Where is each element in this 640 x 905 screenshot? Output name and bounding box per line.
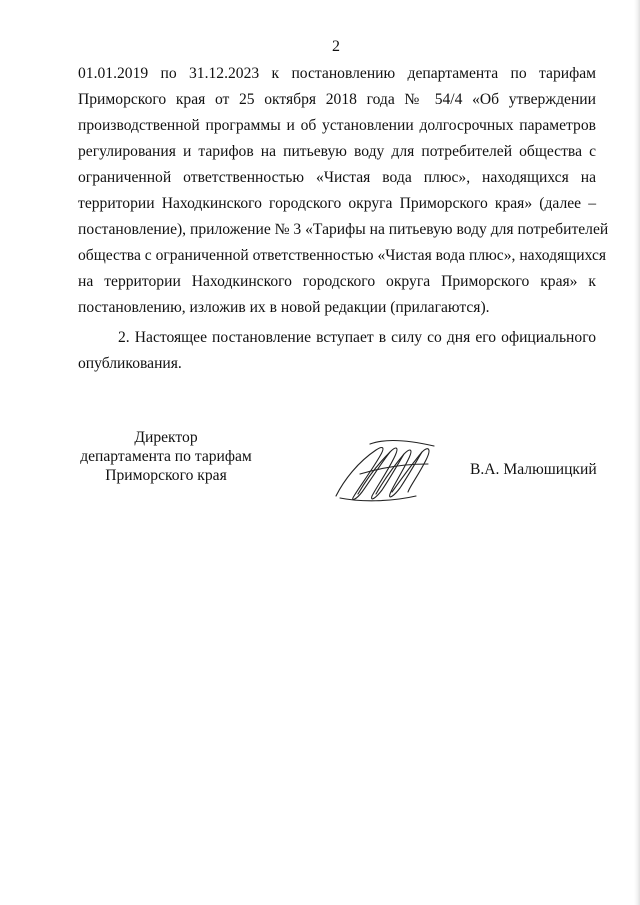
text-line: на территории Находкинского городского округа Приморского края» к (78, 273, 596, 290)
signer-title-line: Приморского края (105, 467, 227, 484)
document-body (78, 61, 609, 377)
signer-title-line: департамента по тарифам (80, 448, 252, 465)
text-line: общества с ограниченной ответственностью «Чистая вода плюс», находящихся (78, 247, 607, 264)
text-line: территории Находкинского городского округа Приморского края» (далее – (78, 195, 596, 212)
paragraph-effective-date (78, 325, 596, 377)
signer-name: В.А. Малюшицкий (470, 461, 597, 478)
text-line: 01.01.2019 по 31.12.2023 к постановлению департамента по тарифам (78, 65, 596, 82)
signer-title-line: Директор (134, 429, 198, 446)
page-number: 2 (332, 38, 340, 55)
text-line: постановление), приложение № 3 «Тарифы на питьевую воду для потребителей (78, 221, 609, 238)
signer-title (76, 428, 256, 485)
text-line: опубликования. (78, 355, 182, 372)
text-line: 2. Настоящее постановление вступает в силу со дня его официального (118, 329, 596, 346)
text-line: постановлению, изложив их в новой редакции (прилагаются). (78, 299, 490, 316)
text-line: производственной программы и об установлении долгосрочных параметров (78, 117, 596, 134)
page-edge-shadow (634, 0, 640, 905)
text-line: ограниченной ответственностью «Чистая вода плюс», находящихся на (78, 169, 596, 186)
handwritten-signature (330, 436, 440, 506)
text-line: регулирования и тарифов на питьевую воду для потребителей общества с (78, 143, 596, 160)
paragraph-amendment (78, 61, 609, 321)
text-line: Приморского края от 25 октября 2018 года № 54/4 «Об утверждении (78, 91, 596, 108)
